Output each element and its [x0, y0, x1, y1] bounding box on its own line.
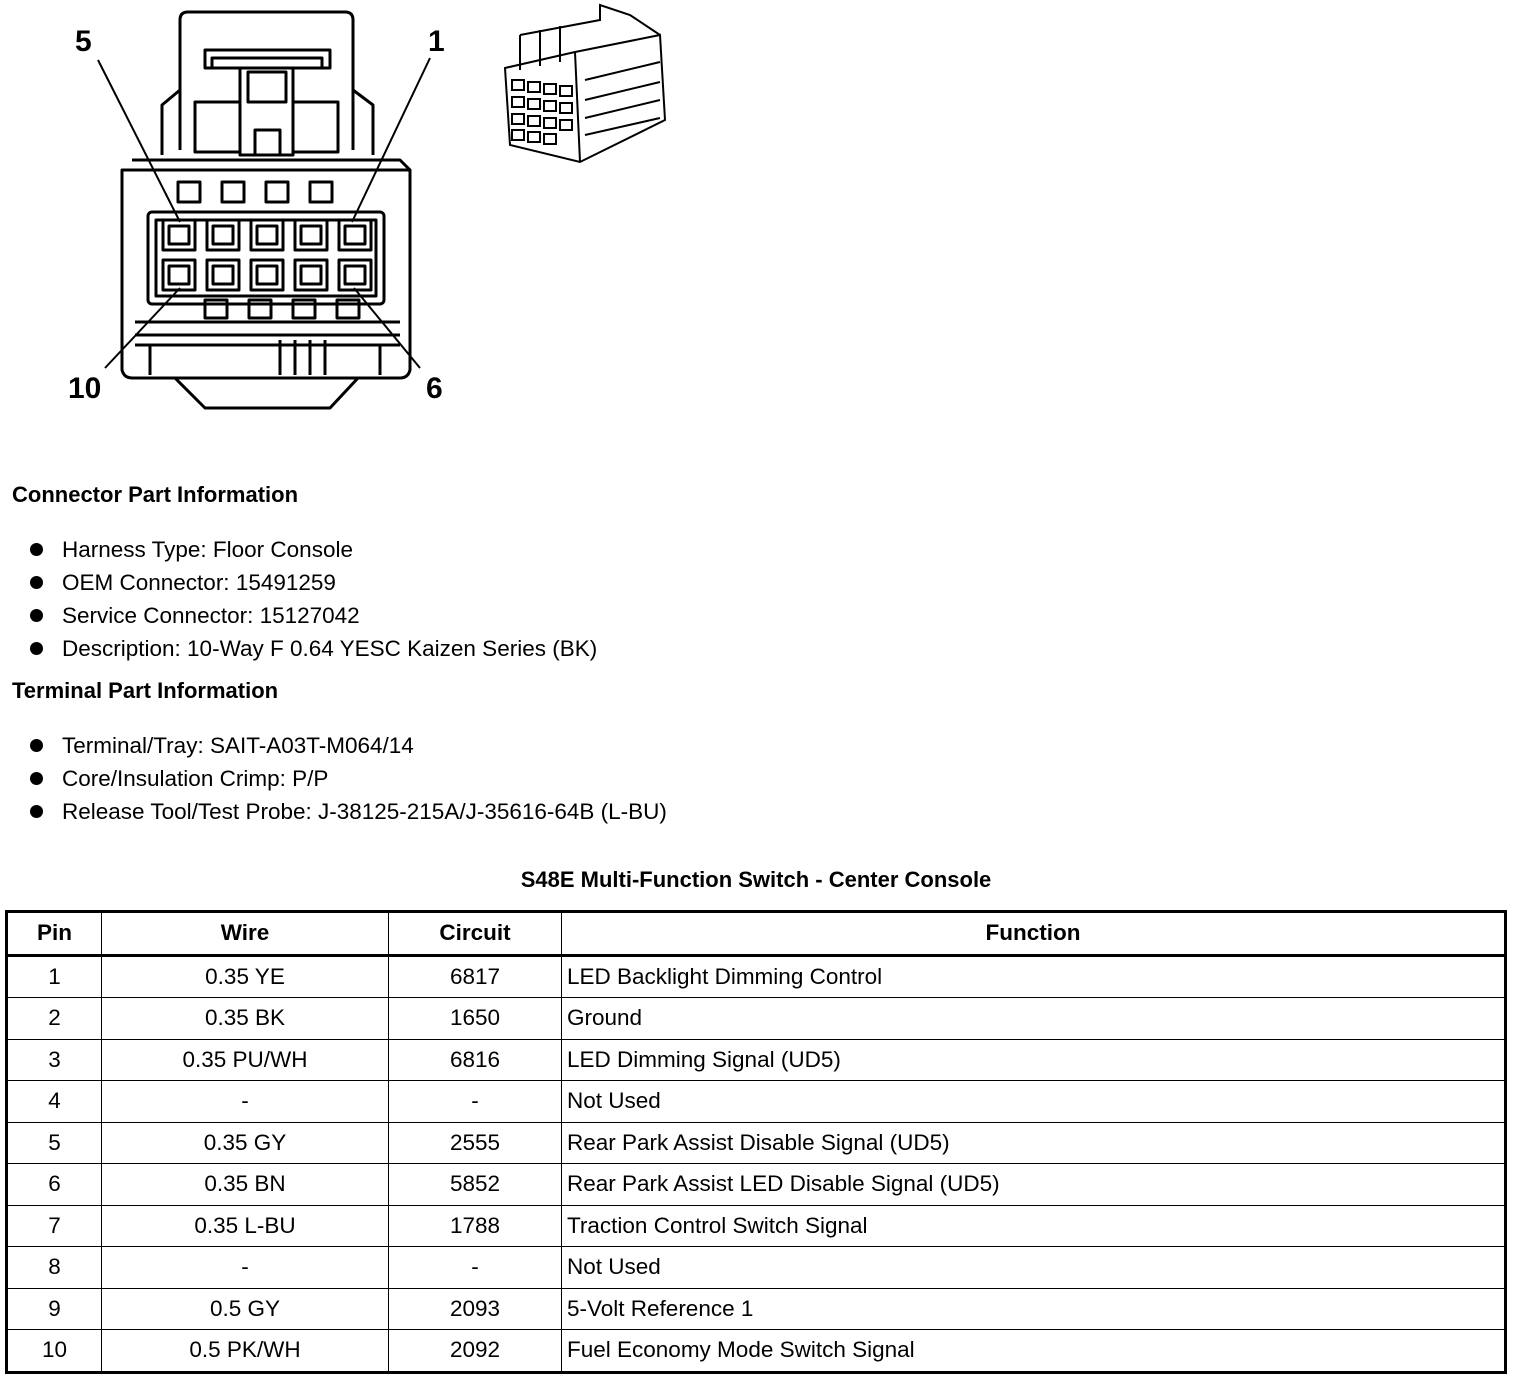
header-circuit: Circuit: [389, 912, 562, 956]
list-item: Release Tool/Test Probe: J-38125-215A/J-35616-64B (L-BU): [30, 795, 667, 828]
circuit-cell: 5852: [389, 1164, 562, 1206]
wire-cell: 0.35 YE: [102, 955, 389, 998]
table-header-row: [7, 912, 1506, 956]
table-row: [7, 1205, 1506, 1247]
header-function: Function: [562, 912, 1506, 956]
function-cell: 5-Volt Reference 1: [562, 1288, 1506, 1330]
connector-3d-icon: [505, 5, 665, 162]
pin-cell: 6: [7, 1164, 102, 1206]
pin-label-bottom-left: 10: [68, 372, 102, 405]
bullet-icon: [30, 805, 43, 818]
bullet-icon: [30, 576, 43, 589]
function-cell: LED Dimming Signal (UD5): [562, 1039, 1506, 1081]
wire-cell: 0.35 BK: [102, 998, 389, 1040]
table-row: [7, 1330, 1506, 1373]
table-row: [7, 998, 1506, 1040]
table-row: [7, 1164, 1506, 1206]
wire-cell: 0.35 L-BU: [102, 1205, 389, 1247]
list-item: OEM Connector: 15491259: [30, 566, 597, 599]
wire-cell: 0.35 PU/WH: [102, 1039, 389, 1081]
circuit-cell: 1788: [389, 1205, 562, 1247]
wire-cell: -: [102, 1247, 389, 1289]
list-item: Harness Type: Floor Console: [30, 533, 597, 566]
table-row: [7, 1247, 1506, 1289]
function-cell: Not Used: [562, 1081, 1506, 1123]
circuit-cell: 6816: [389, 1039, 562, 1081]
bullet-icon: [30, 642, 43, 655]
function-cell: Not Used: [562, 1247, 1506, 1289]
pin-cell: 3: [7, 1039, 102, 1081]
pin-label-bottom-right: 6: [426, 372, 443, 405]
circuit-cell: 6817: [389, 955, 562, 998]
pin-table: [5, 910, 1507, 1374]
wire-cell: 0.35 BN: [102, 1164, 389, 1206]
function-cell: Rear Park Assist Disable Signal (UD5): [562, 1122, 1506, 1164]
terminal-info-list: [30, 729, 667, 828]
bullet-icon: [30, 543, 43, 556]
table-title: S48E Multi-Function Switch - Center Console: [520, 867, 992, 892]
list-item: Core/Insulation Crimp: P/P: [30, 762, 667, 795]
function-cell: Ground: [562, 998, 1506, 1040]
terminal-info-heading: Terminal Part Information: [12, 678, 279, 703]
header-pin: Pin: [7, 912, 102, 956]
circuit-cell: 2555: [389, 1122, 562, 1164]
list-item: Description: 10-Way F 0.64 YESC Kaizen Series (BK): [30, 632, 597, 665]
bullet-icon: [30, 772, 43, 785]
circuit-cell: 2093: [389, 1288, 562, 1330]
function-cell: Rear Park Assist LED Disable Signal (UD5): [562, 1164, 1506, 1206]
connector-info-heading: Connector Part Information: [12, 482, 299, 507]
header-wire: Wire: [102, 912, 389, 956]
wire-cell: 0.5 PK/WH: [102, 1330, 389, 1373]
table-row: [7, 955, 1506, 998]
pin-label-top-right: 1: [428, 25, 445, 58]
table-row: [7, 1122, 1506, 1164]
wire-cell: 0.5 GY: [102, 1288, 389, 1330]
pin-cell: 2: [7, 998, 102, 1040]
bullet-icon: [30, 739, 43, 752]
connector-face-diagram: [0, 0, 760, 420]
pin-label-top-left: 5: [75, 25, 92, 58]
function-cell: LED Backlight Dimming Control: [562, 955, 1506, 998]
connector-info-list: [30, 533, 597, 665]
pin-cell: 8: [7, 1247, 102, 1289]
pin-cell: 4: [7, 1081, 102, 1123]
pin-cell: 10: [7, 1330, 102, 1373]
wire-cell: -: [102, 1081, 389, 1123]
pin-cell: 1: [7, 955, 102, 998]
pin-cell: 9: [7, 1288, 102, 1330]
list-item: Service Connector: 15127042: [30, 599, 597, 632]
wire-cell: 0.35 GY: [102, 1122, 389, 1164]
list-item: Terminal/Tray: SAIT-A03T-M064/14: [30, 729, 667, 762]
function-cell: Fuel Economy Mode Switch Signal: [562, 1330, 1506, 1373]
circuit-cell: -: [389, 1247, 562, 1289]
function-cell: Traction Control Switch Signal: [562, 1205, 1506, 1247]
bullet-icon: [30, 609, 43, 622]
table-row: [7, 1288, 1506, 1330]
pin-cell: 7: [7, 1205, 102, 1247]
circuit-cell: -: [389, 1081, 562, 1123]
circuit-cell: 1650: [389, 998, 562, 1040]
table-row: [7, 1039, 1506, 1081]
pin-cell: 5: [7, 1122, 102, 1164]
table-row: [7, 1081, 1506, 1123]
circuit-cell: 2092: [389, 1330, 562, 1373]
